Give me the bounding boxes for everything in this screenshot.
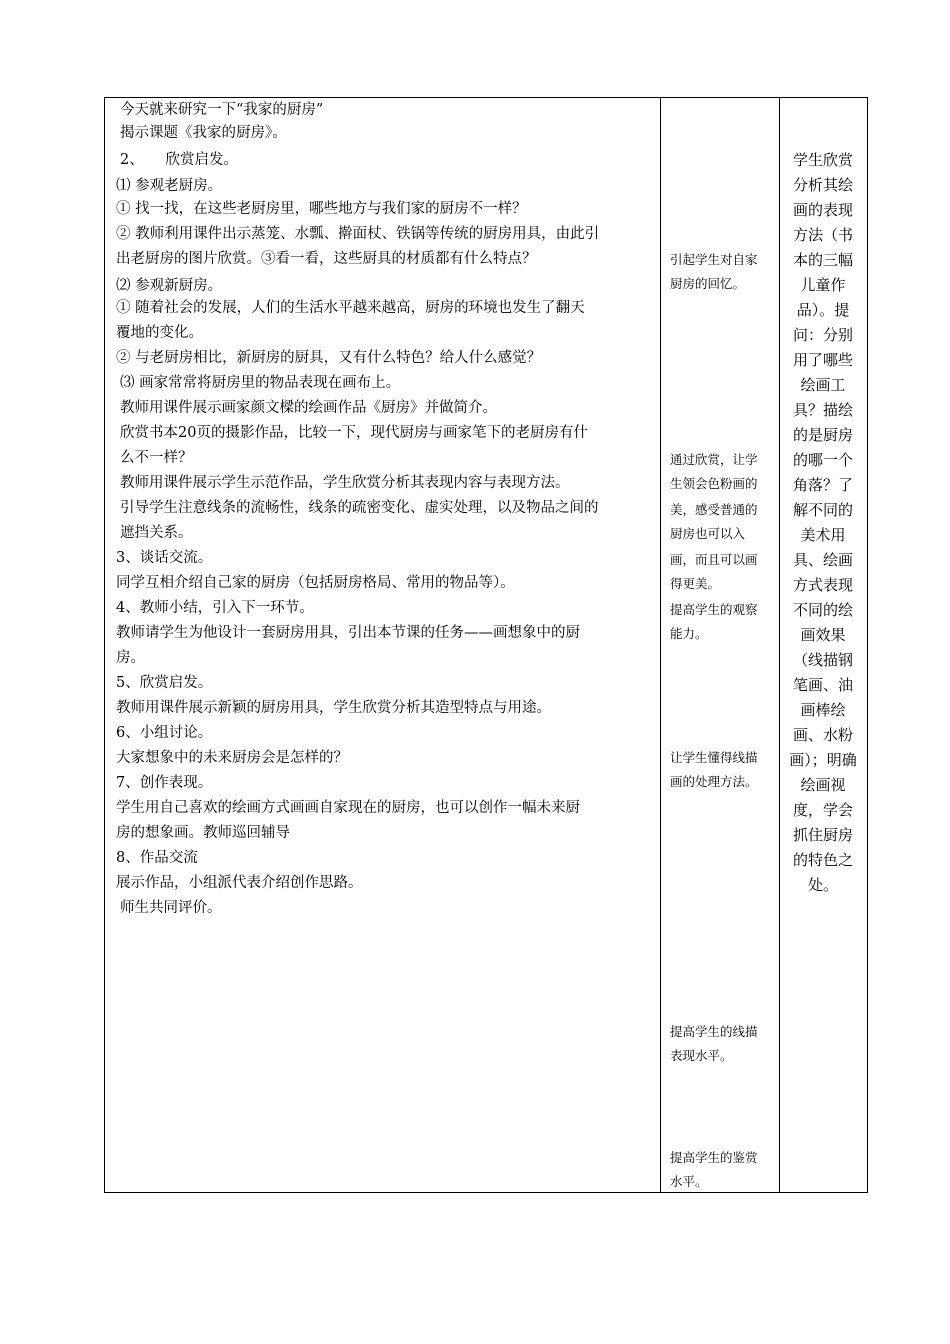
- assessment-line: 本的三幅: [792, 251, 853, 269]
- assessment-line: 具、绘画: [792, 551, 853, 569]
- assessment-line: 方式表现: [792, 576, 853, 594]
- process-line: 覆地的变化。: [116, 325, 203, 341]
- assessment-line: 方法（书: [792, 226, 853, 244]
- process-line: 3、谈话交流。: [116, 550, 213, 566]
- process-line: 6、小组讨论。: [116, 725, 213, 741]
- process-line: 学生用自己喜欢的绘画方式画画自家现在的厨房，也可以创作一幅未来厨: [116, 800, 580, 816]
- purpose-line: 厨房的回忆。: [670, 276, 746, 291]
- assessment-line: 学生欣赏: [792, 151, 853, 169]
- assessment-line: 的特色之: [792, 851, 853, 869]
- purpose-line: 表现水平。: [670, 1048, 733, 1063]
- process-line: ⑶ 画家常常将厨房里的物品表现在画布上。: [120, 375, 401, 391]
- assessment-line: 的是厨房: [792, 426, 853, 444]
- assessment-line: 画棒绘: [800, 701, 846, 719]
- purpose-line: 得更美。: [670, 576, 721, 591]
- assessment-line: 用了哪些: [792, 351, 853, 369]
- assessment-line: 抓住厨房: [792, 826, 853, 844]
- assessment-line: 具？描绘: [792, 401, 853, 419]
- purpose-line: 让学生懂得线描: [670, 750, 758, 765]
- process-line: 揭示课题《我家的厨房》。: [120, 125, 287, 141]
- purpose-line: 生领会色粉画的: [670, 476, 758, 491]
- process-line: 么不一样？: [120, 450, 193, 466]
- process-line: ① 随着社会的发展，人们的生活水平越来越高，厨房的环境也发生了翻天: [116, 300, 585, 316]
- assessment-line: 美术用: [800, 526, 846, 544]
- assessment-line: 处。: [807, 876, 838, 894]
- process-line: 教师用课件展示新颖的厨房用具，学生欣赏分析其造型特点与用途。: [116, 700, 551, 716]
- process-line: 欣赏书本20页的摄影作品，比较一下，现代厨房与画家笔下的老厨房有什: [120, 425, 588, 441]
- assessment-line: 画的表现: [792, 201, 853, 219]
- assessment-line: 的哪一个: [792, 451, 853, 469]
- assessment-line: 角落？了: [792, 476, 853, 494]
- process-line: 2、 欣赏启发。: [120, 152, 238, 168]
- assessment-column: [779, 98, 867, 1192]
- process-line: 教师请学生为他设计一套厨房用具，引出本节课的任务——画想象中的厨: [116, 625, 580, 641]
- assessment-line: 度，学会: [792, 801, 853, 819]
- purpose-line: 提高学生的观察: [670, 602, 758, 617]
- purpose-line: 通过欣赏，让学: [670, 452, 758, 467]
- design-purpose-column: [660, 98, 780, 1192]
- assessment-line: 解不同的: [792, 501, 853, 519]
- assessment-line: （线描钢: [792, 651, 853, 669]
- process-line: ⑵ 参观新厨房。: [116, 278, 223, 294]
- process-line: ① 找一找，在这些老厨房里，哪些地方与我们家的厨房不一样？: [116, 201, 527, 217]
- assessment-line: 分析其绘: [792, 176, 853, 194]
- purpose-line: 厨房也可以入: [670, 526, 746, 541]
- process-line: ⑴ 参观老厨房。: [116, 178, 223, 194]
- assessment-line: 儿童作: [800, 276, 846, 294]
- assessment-line: 画）；明确: [789, 751, 857, 769]
- assessment-line: 品）。提: [796, 301, 850, 319]
- process-line: 5、欣赏启发。: [116, 675, 213, 691]
- assessment-line: 画效果: [800, 626, 846, 644]
- process-line: 今天就来研究一下“我家的厨房”: [120, 102, 324, 118]
- purpose-line: 美，感受普通的: [670, 502, 758, 517]
- process-line: 引导学生注意线条的流畅性，线条的疏密变化、虚实处理，以及物品之间的: [120, 500, 599, 516]
- process-line: 师生共同评价。: [120, 900, 222, 916]
- process-line: 同学互相介绍自己家的厨房（包括厨房格局、常用的物品等）。: [116, 575, 515, 591]
- assessment-line: 问：分别: [792, 326, 853, 344]
- process-line: ② 教师利用课件出示蒸笼、水瓢、擀面杖、铁锅等传统的厨房用具，由此引: [116, 226, 600, 242]
- purpose-line: 能力。: [670, 626, 708, 641]
- process-line: 遮挡关系。: [120, 525, 193, 541]
- purpose-line: 画的处理方法。: [670, 774, 758, 789]
- assessment-line: 不同的绘: [792, 601, 853, 619]
- purpose-line: 提高学生的线描: [670, 1024, 758, 1039]
- process-line: ② 与老厨房相比，新厨房的厨具，又有什么特色？给人什么感觉？: [116, 350, 542, 366]
- purpose-line: 引起学生对自家: [670, 252, 758, 267]
- lesson-plan-table: [104, 97, 868, 1193]
- process-line: 教师用课件展示画家颜文樑的绘画作品《厨房》并做简介。: [120, 400, 497, 416]
- assessment-line: 绘画工: [800, 376, 846, 394]
- process-line: 大家想象中的未来厨房会是怎样的？: [116, 750, 348, 766]
- process-line: 7、创作表现。: [116, 775, 213, 791]
- assessment-line: 笔画、油: [792, 676, 853, 694]
- purpose-line: 水平。: [670, 1174, 708, 1189]
- purpose-line: 提高学生的鉴赏: [670, 1150, 758, 1165]
- teaching-process-column: [105, 98, 661, 1192]
- process-line: 8、作品交流: [116, 850, 198, 866]
- process-line: 出老厨房的图片欣赏。③看一看，这些厨具的材质都有什么特点？: [116, 251, 537, 267]
- process-line: 4、教师小结，引入下一环节。: [116, 600, 314, 616]
- process-line: 房。: [116, 650, 145, 666]
- process-line: 展示作品，小组派代表介绍创作思路。: [116, 875, 363, 891]
- assessment-line: 画、水粉: [792, 726, 853, 744]
- process-line: 房的想象画。教师巡回辅导: [116, 825, 290, 841]
- assessment-line: 绘画视: [800, 776, 846, 794]
- process-line: 教师用课件展示学生示范作品，学生欣赏分析其表现内容与表现方法。: [120, 475, 570, 491]
- purpose-line: 画，而且可以画: [670, 552, 758, 567]
